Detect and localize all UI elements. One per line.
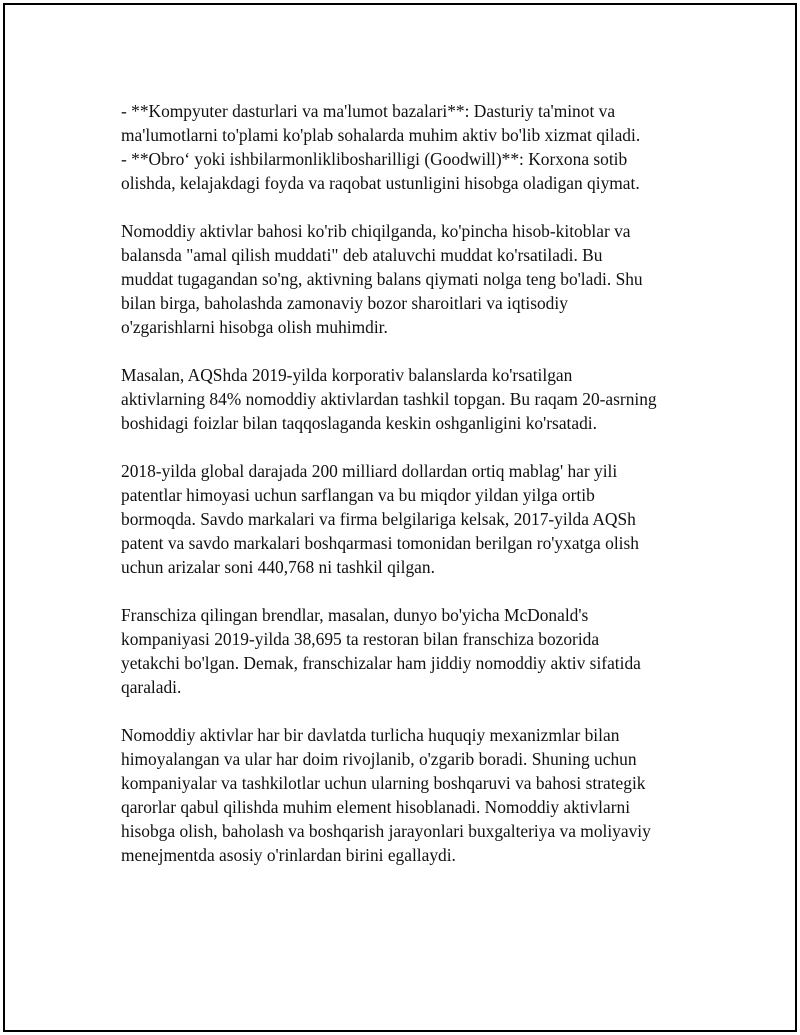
text-line: patentlar himoyasi uchun sarflangan va bu miqdor yildan yilga ortib [121, 485, 595, 505]
paragraph-usa-statistics [121, 363, 691, 435]
text-line: bilan birga, baholashda zamonaviy bozor sharoitlari va iqtisodiy [121, 293, 568, 313]
text-line: qarorlar qabul qilishda muhim element hisoblanadi. Nomoddiy aktivlarni [121, 797, 631, 817]
text-line: - **Obro‘ yoki ishbilarmonliklibosharilligi (Goodwill)**: Korxona sotib [121, 149, 628, 169]
text-line: qaraladi. [121, 677, 182, 697]
text-line: olishda, kelajakdagi foyda va raqobat ustunligini hisobga oladigan qiymat. [121, 173, 640, 193]
text-line: Nomoddiy aktivlar bahosi ko'rib chiqilganda, ko'pincha hisob-kitoblar va [121, 221, 631, 241]
text-line: Nomoddiy aktivlar har bir davlatda turlicha huquqiy mexanizmlar bilan [121, 725, 620, 745]
text-line: Franschiza qilingan brendlar, masalan, dunyo bo'yicha McDonald's [121, 605, 589, 625]
text-line: muddat tugagandan so'ng, aktivning balans qiymati nolga teng bo'ladi. Shu [121, 269, 643, 289]
text-line: - **Kompyuter dasturlari va ma'lumot bazalari**: Dasturiy ta'minot va [121, 101, 616, 121]
text-line: 2018-yilda global darajada 200 milliard dollardan ortiq mablag' har yili [121, 461, 618, 481]
paragraph-patents-trademarks [121, 459, 691, 579]
text-line: bormoqda. Savdo markalari va firma belgilariga kelsak, 2017-yilda AQSh [121, 509, 636, 529]
page-frame [3, 3, 797, 1032]
text-line: aktivlarning 84% nomoddiy aktivlardan tashkil topgan. Bu raqam 20-asrning [121, 389, 657, 409]
text-line: kompaniyalar va tashkilotlar uchun ularning boshqaruvi va bahosi strategik [121, 773, 646, 793]
paragraph-conclusion [121, 723, 691, 867]
paragraph-asset-list [121, 99, 691, 195]
document-body [121, 99, 691, 867]
text-line: o'zgarishlarni hisobga olish muhimdir. [121, 317, 388, 337]
text-line: balansda "amal qilish muddati" deb ataluvchi muddat ko'rsatiladi. Bu [121, 245, 603, 265]
text-line: yetakchi bo'lgan. Demak, franschizalar ham jiddiy nomoddiy aktiv sifatida [121, 653, 641, 673]
text-line: kompaniyasi 2019-yilda 38,695 ta restoran bilan franschiza bozorida [121, 629, 600, 649]
text-line: uchun arizalar soni 440,768 ni tashkil qilgan. [121, 557, 435, 577]
text-line: ma'lumotlarni to'plami ko'plab sohalarda muhim aktiv bo'lib xizmat qiladi. [121, 125, 641, 145]
text-line: boshidagi foizlar bilan taqqoslaganda keskin oshganligini ko'rsatadi. [121, 413, 597, 433]
text-line: patent va savdo markalari boshqarmasi tomonidan berilgan ro'yxatga olish [121, 533, 639, 553]
text-line: menejmentda asosiy o'rinlardan birini egallaydi. [121, 845, 456, 865]
paragraph-franchise [121, 603, 691, 699]
text-line: Masalan, AQShda 2019-yilda korporativ balanslarda ko'rsatilgan [121, 365, 573, 385]
text-line: himoyalangan va ular har doim rivojlanib, o'zgarib boradi. Shuning uchun [121, 749, 637, 769]
text-line: hisobga olish, baholash va boshqarish jarayonlari buxgalteriya va moliyaviy [121, 821, 651, 841]
paragraph-valuation [121, 219, 691, 339]
